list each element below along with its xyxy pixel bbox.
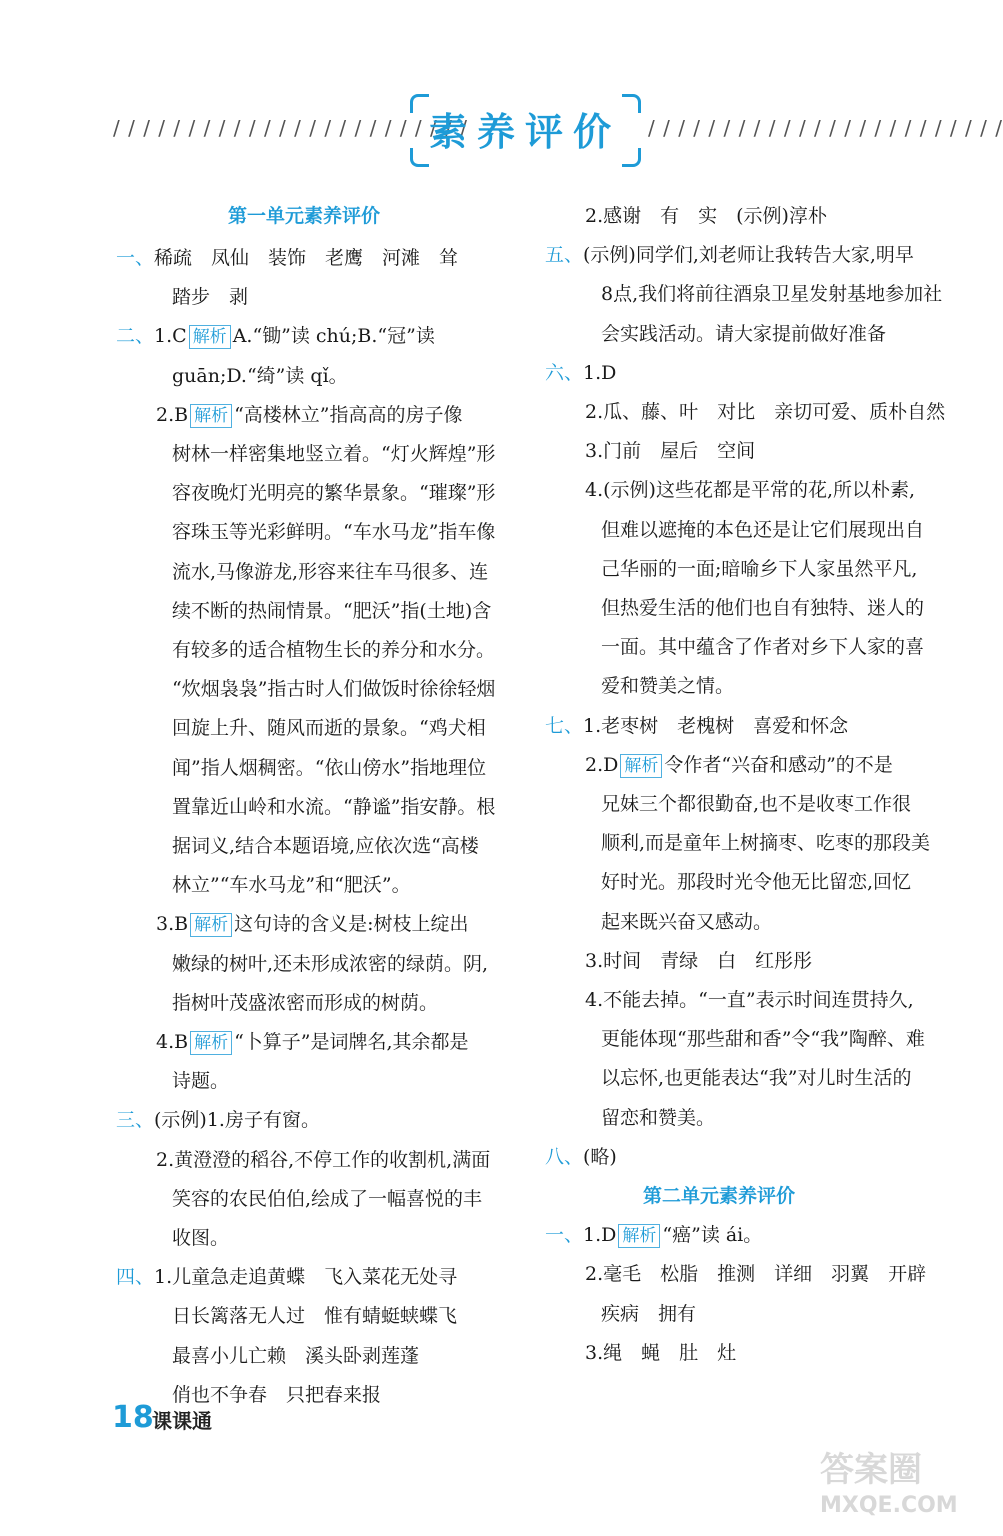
item-number: 4. xyxy=(585,989,604,1011)
right-line xyxy=(585,980,914,1020)
line-text: 令作者“兴奋和感动”的不是 xyxy=(664,753,893,776)
analysis-tag: 解析 xyxy=(620,754,662,778)
right-line xyxy=(585,196,827,236)
line-text: 爱和赞美之情。 xyxy=(601,675,735,698)
item-number: 3. xyxy=(585,949,604,972)
line-text: 踏步 剥 xyxy=(172,286,249,309)
line-text: 感谢 有 实 (示例)淳朴 xyxy=(603,205,827,227)
line-text: 续不断的热闹情景。“肥沃”指(土地)含 xyxy=(172,599,492,622)
item-number: 2. xyxy=(585,1263,604,1286)
right-line xyxy=(601,549,917,589)
section-number: 二、 xyxy=(116,325,155,348)
line-text: 起来既兴奋又感动。 xyxy=(601,910,773,933)
right-line xyxy=(545,353,616,393)
line-text: 顺利,而是童年上树摘枣、吃枣的那段美 xyxy=(601,832,931,855)
watermark xyxy=(820,1452,958,1524)
left-line xyxy=(156,1140,490,1180)
line-text: 流水,马像游龙,形容来往车马很多、连 xyxy=(172,560,489,583)
line-text: 兄妹三个都很勤奋,也不是收枣工作很 xyxy=(601,793,912,815)
line-text: 指树叶茂盛浓密而形成的树荫。 xyxy=(172,991,439,1014)
item-number: 4.B xyxy=(156,1031,189,1053)
line-text: 最喜小儿亡赖 溪头卧剥莲蓬 xyxy=(172,1344,420,1367)
section-number: 四、 xyxy=(116,1266,155,1289)
line-text: 诗题。 xyxy=(172,1070,230,1093)
right-line xyxy=(601,510,924,550)
right-line xyxy=(585,470,915,510)
right-line xyxy=(585,1333,736,1373)
left-line xyxy=(156,395,463,435)
line-text: 毫毛 松脂 推测 详细 羽翼 开辟 xyxy=(603,1263,927,1286)
section-number: 三、 xyxy=(116,1109,155,1132)
item-number: 2. xyxy=(585,401,604,423)
section-number: 一、 xyxy=(116,247,155,269)
left-line xyxy=(172,669,495,709)
right-line xyxy=(601,314,886,354)
brand-name: 课课通 xyxy=(152,1409,212,1433)
line-text: “高楼林立”指高高的房子像 xyxy=(234,403,463,426)
left-line xyxy=(116,1100,320,1140)
section-number: 六、 xyxy=(545,361,584,384)
line-text: (示例)这些花都是平常的花,所以朴素, xyxy=(603,479,916,502)
section-number: 八、 xyxy=(545,1145,584,1168)
right-line xyxy=(643,1176,795,1216)
line-text: 据词义,结合本题语境,应依次选“高楼 xyxy=(172,835,479,857)
left-line xyxy=(116,238,458,278)
right-line xyxy=(585,745,893,785)
right-line xyxy=(601,862,911,902)
left-line xyxy=(172,434,495,474)
left-line xyxy=(172,277,248,317)
line-text: 收图。 xyxy=(172,1227,230,1249)
line-text: 时间 青绿 白 红彤彤 xyxy=(603,949,813,972)
line-text: 俏也不争春 只把春来报 xyxy=(172,1383,382,1406)
left-line xyxy=(172,1061,229,1101)
right-line xyxy=(601,1019,925,1059)
line-text: 瓜、藤、叶 对比 亲切可爱、质朴自然 xyxy=(603,401,946,423)
right-line xyxy=(601,666,734,706)
right-line xyxy=(585,431,755,471)
left-line xyxy=(172,983,438,1023)
line-text: 林立”“车水马龙”和“肥沃”。 xyxy=(172,874,411,897)
line-text: 1.D xyxy=(583,361,617,384)
line-text: 稀疏 凤仙 装饰 老鹰 河滩 耸 xyxy=(154,247,459,269)
line-text: 但热爱生活的他们也自有独特、迷人的 xyxy=(601,597,925,619)
right-line xyxy=(601,823,930,863)
left-line xyxy=(156,904,469,944)
left-line xyxy=(172,512,495,552)
watermark-line2: MXQE.COM xyxy=(820,1493,958,1518)
section-heading-unit1: 第一单元素养评价 xyxy=(228,205,381,227)
line-text: 置靠近山岭和水流。“静谧”指安静。根 xyxy=(172,795,496,818)
line-text: 留恋和赞美。 xyxy=(601,1106,716,1129)
line-text: 笑容的农民伯伯,绘成了一幅喜悦的丰 xyxy=(172,1187,483,1210)
section-number: 一、 xyxy=(545,1224,584,1247)
line-text: “癌”读 ái。 xyxy=(662,1224,763,1247)
line-text: 但难以遮掩的本色还是让它们展现出自 xyxy=(601,518,925,541)
header-hatch-left: / / / / / / / / / / / / / / / / / / / / / / / / xyxy=(113,116,468,140)
right-line xyxy=(585,1254,926,1294)
line-text: 会实践活动。请大家提前做好准备 xyxy=(601,322,887,345)
item-number: 3. xyxy=(585,1341,604,1364)
left-line xyxy=(172,708,486,748)
line-text: 有较多的适合植物生长的养分和水分。 xyxy=(172,639,496,661)
analysis-tag: 解析 xyxy=(190,913,232,937)
left-line xyxy=(172,591,491,631)
line-text: “炊烟袅袅”指古时人们做饭时徐徐轻烟 xyxy=(172,678,496,701)
analysis-tag: 解析 xyxy=(190,1031,232,1055)
watermark-line1: 答案圈 xyxy=(820,1450,922,1490)
line-text: 好时光。那段时光令他无比留恋,回忆 xyxy=(601,871,912,894)
line-text: (示例)1.房子有窗。 xyxy=(154,1109,320,1132)
left-line xyxy=(172,552,488,592)
right-line xyxy=(601,902,772,942)
right-line xyxy=(601,1058,911,1098)
right-line xyxy=(601,274,942,314)
right-line xyxy=(601,1098,715,1138)
section-number: 五、 xyxy=(545,244,584,267)
item-number: 1.D xyxy=(583,1224,617,1247)
section-number: 七、 xyxy=(545,714,584,737)
right-line xyxy=(601,1294,696,1334)
left-line xyxy=(116,316,435,356)
analysis-tag: 解析 xyxy=(190,404,232,428)
section-heading: 第二单元素养评价 xyxy=(643,1185,796,1207)
line-text: (示例)同学们,刘老师让我转告大家,明早 xyxy=(583,244,914,267)
line-text: “卜算子”是词牌名,其余都是 xyxy=(234,1031,469,1053)
line-text: 不能去掉。“一直”表示时间连贯持久, xyxy=(603,989,914,1011)
header-hatch-right: / / / / / / / / / / / / / / / / / / / / / / / / xyxy=(648,116,1003,140)
line-text: 1.儿童急走追黄蝶 飞入菜花无处寻 xyxy=(154,1266,458,1289)
left-line xyxy=(172,473,495,513)
right-line xyxy=(601,627,924,667)
item-number: 2.D xyxy=(585,753,619,776)
right-line xyxy=(545,235,914,275)
left-line xyxy=(172,1336,419,1376)
line-text: 8点,我们将前往酒泉卫星发射基地参加社 xyxy=(601,283,943,306)
item-number: 2. xyxy=(585,205,604,227)
line-text: 以忘怀,也更能表达“我”对儿时生活的 xyxy=(601,1067,912,1090)
item-number: 2. xyxy=(156,1148,175,1171)
line-text: 容珠玉等光彩鲜明。“车水马龙”指车像 xyxy=(172,521,496,544)
line-text: 一面。其中蕴含了作者对乡下人家的喜 xyxy=(601,636,925,659)
line-text: (略) xyxy=(583,1145,617,1168)
line-text: 1.老枣树 老槐树 喜爱和怀念 xyxy=(583,714,849,737)
line-text: 树林一样密集地竖立着。“灯火辉煌”形 xyxy=(172,443,496,465)
line-text: 嫩绿的树叶,还未形成浓密的绿荫。阴, xyxy=(172,952,489,975)
left-line xyxy=(172,1218,229,1258)
page-number: 18 xyxy=(112,1400,154,1435)
line-text: 闻”指人烟稠密。“依山傍水”指地理位 xyxy=(172,756,487,779)
left-line xyxy=(156,1022,469,1062)
line-text: 回旋上升、随风而逝的景象。“鸡犬相 xyxy=(172,717,486,740)
right-line xyxy=(545,1215,762,1255)
line-text: 更能体现“那些甜和香”令“我”陶醉、难 xyxy=(601,1028,925,1051)
item-number: 3. xyxy=(585,440,604,463)
line-text: 容夜晚灯光明亮的繁华景象。“璀璨”形 xyxy=(172,482,496,505)
left-line xyxy=(172,787,495,827)
left-line xyxy=(172,1296,457,1336)
left-line xyxy=(172,944,488,984)
left-line xyxy=(172,748,486,788)
item-number: 2.B xyxy=(156,403,189,426)
right-line xyxy=(601,588,924,628)
item-number: 1.C xyxy=(154,325,187,348)
left-line xyxy=(172,356,348,396)
left-line xyxy=(172,826,479,866)
line-text: 疾病 拥有 xyxy=(601,1302,697,1325)
right-line xyxy=(585,392,945,432)
line-text: 黄澄澄的稻谷,不停工作的收割机,满面 xyxy=(174,1148,491,1171)
item-number: 3.B xyxy=(156,913,189,936)
left-line xyxy=(172,630,495,670)
analysis-tag: 解析 xyxy=(618,1224,660,1248)
left-line xyxy=(116,1257,457,1297)
line-text: 这句诗的含义是:树枝上绽出 xyxy=(234,913,469,936)
line-text: 己华丽的一面;暗喻乡下人家虽然平凡, xyxy=(601,557,918,580)
left-line xyxy=(172,865,411,905)
analysis-tag: 解析 xyxy=(189,325,231,349)
right-line xyxy=(545,706,848,746)
line-text: 绳 蝇 肚 灶 xyxy=(603,1341,737,1364)
left-line xyxy=(172,1179,482,1219)
page-title: 素养评价 xyxy=(428,110,621,154)
right-line xyxy=(545,1137,617,1177)
item-number: 4. xyxy=(585,479,604,502)
line-text: A.“锄”读 chú;B.“冠”读 xyxy=(232,325,435,348)
line-text: 门前 屋后 空间 xyxy=(603,440,756,463)
right-line xyxy=(601,784,911,824)
right-line xyxy=(585,941,812,981)
line-text: 日长篱落无人过 惟有蜻蜓蛱蝶飞 xyxy=(172,1305,458,1328)
line-text: guān;D.“绮”读 qǐ。 xyxy=(172,364,348,387)
